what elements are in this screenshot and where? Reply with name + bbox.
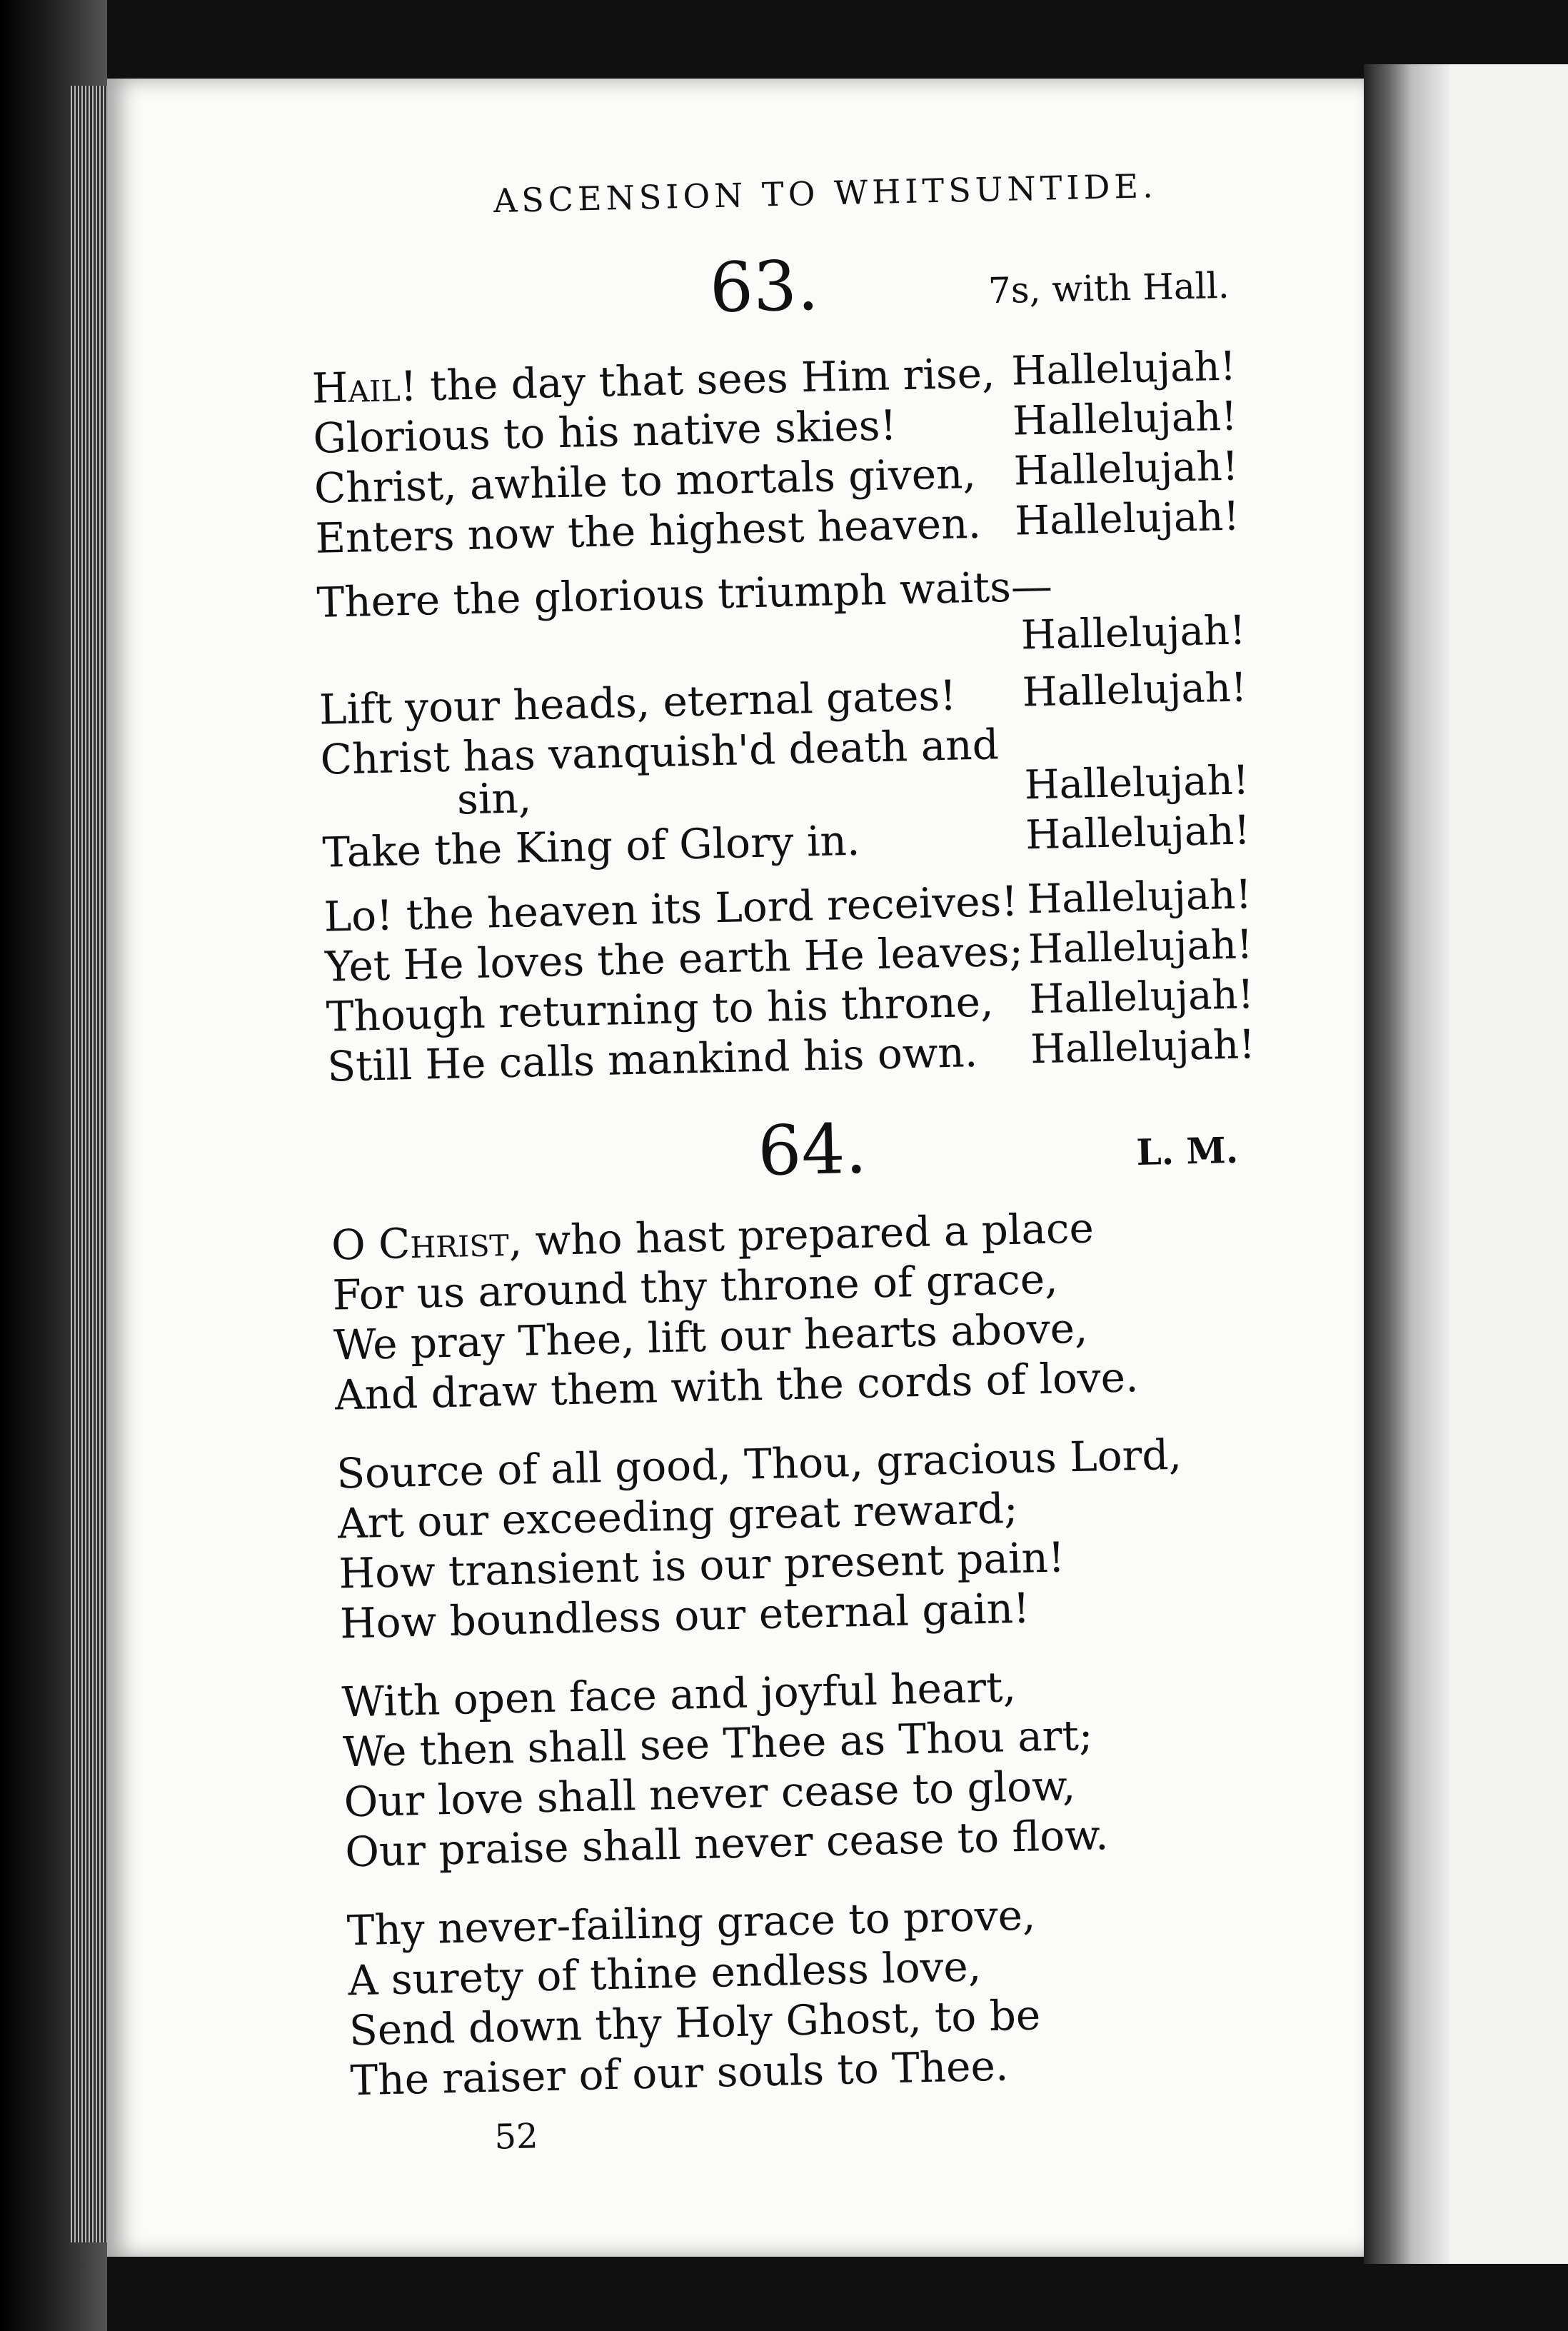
hymn-63-line-7: Christ has vanquish'd death and — [319, 720, 1000, 784]
running-head: ASCENSION TO WHITSUNTIDE. — [493, 166, 1158, 221]
hymn-63-line-9: Lo! the heaven its Lord receives! — [323, 876, 1019, 941]
hymn-64-line-16: The raiser of our souls to Thee. — [349, 2041, 1009, 2105]
hymn-64-line-2: For us around thy throne of grace, — [331, 1254, 1059, 1320]
hymn-64-line-15: Send down thy Holy Ghost, to be — [348, 1990, 1041, 2055]
hymn-63-header — [309, 234, 1325, 343]
hallelujah-3: Hallelujah! — [1013, 443, 1239, 495]
hymn-64-line-5: Source of all good, Thou, gracious Lord, — [336, 1430, 1182, 1498]
hymn-63-line-10: Yet He loves the earth He leaves; — [324, 926, 1024, 991]
hallelujah-6: Hallelujah! — [1022, 664, 1247, 716]
hymn-63-line-5: There the glorious triumph waits— — [316, 561, 1053, 627]
hallelujah-11: Hallelujah! — [1028, 971, 1255, 1023]
hallelujah-2: Hallelujah! — [1012, 393, 1238, 445]
hallelujah-12: Hallelujah! — [1030, 1021, 1256, 1073]
hymn-63-line-11: Though returning to his throne, — [326, 977, 995, 1041]
page-content — [307, 149, 1366, 2170]
hallelujah-7: Hallelujah! — [1024, 757, 1250, 809]
hymn-63-number: 63. — [708, 245, 820, 329]
hymn-64-header — [328, 1098, 1344, 1206]
hymn-64-line-11: Our love shall never cease to glow, — [343, 1761, 1076, 1827]
hymn-63-line-3: Christ, awhile to mortals given, — [313, 448, 977, 513]
hymn-63-line-2: Glorious to his native skies! — [312, 401, 898, 463]
hallelujah-10: Hallelujah! — [1027, 921, 1254, 973]
hallelujah-1: Hallelujah! — [1010, 343, 1237, 395]
hymn-63-line-8: Take the King of Glory in. — [321, 816, 861, 877]
hallelujah-8: Hallelujah! — [1025, 807, 1251, 859]
hymn-64-line-12: Our praise shall never cease to flow. — [344, 1810, 1110, 1877]
hymn-63-meter: 7s, with Hall. — [987, 264, 1230, 312]
hymn-64-line-9: With open face and joyful heart, — [341, 1663, 1017, 1727]
hymn-64-line-7: How transient is our present pain! — [338, 1533, 1065, 1598]
page-edges — [69, 86, 111, 2242]
hallelujah-4: Hallelujah! — [1014, 493, 1240, 545]
hymn-64-line-10: We then shall see Thee as Thou art; — [342, 1710, 1094, 1777]
hymn-63-first-word: Hail — [311, 362, 401, 413]
hymn-63-line-6: Lift your heads, eternal gates! — [318, 671, 958, 734]
hymn-64-meter: L. M. — [1135, 1128, 1239, 1173]
hymn-63-first-line-rest: ! the day that sees Him rise, — [399, 349, 996, 411]
page-number: 52 — [493, 2116, 539, 2157]
hymn-64-first-line-rest: who hast prepared a place — [534, 1203, 1095, 1265]
hymn-64-line-3: We pray Thee, lift our hearts above, — [333, 1303, 1089, 1370]
hymn-63-line-4: Enters now the highest heaven. — [314, 498, 982, 563]
hallelujah-5: Hallelujah! — [1020, 607, 1247, 659]
gutter-shadow — [1364, 64, 1449, 2264]
hymn-64-line-13: Thy never-failing grace to prove, — [346, 1890, 1037, 1955]
hymn-64-number: 64. — [757, 1108, 868, 1192]
facing-page-edge — [1449, 64, 1568, 2264]
hymn-64-first-word: O Christ, — [331, 1216, 523, 1270]
hymn-63-line-7-cont: sin, — [456, 773, 532, 824]
hymn-64-line-14: A surety of thine endless love, — [347, 1942, 982, 2005]
hymn-63-line-12: Still He calls mankind his own. — [326, 1028, 978, 1091]
hymn-64-line-4: And draw them with the cords of love. — [334, 1353, 1140, 1420]
hallelujah-9: Hallelujah! — [1026, 871, 1252, 923]
hymn-64-line-8: How boundless our eternal gain! — [339, 1583, 1030, 1648]
hymn-64-line-6: Art our exceeding great reward; — [337, 1483, 1019, 1548]
